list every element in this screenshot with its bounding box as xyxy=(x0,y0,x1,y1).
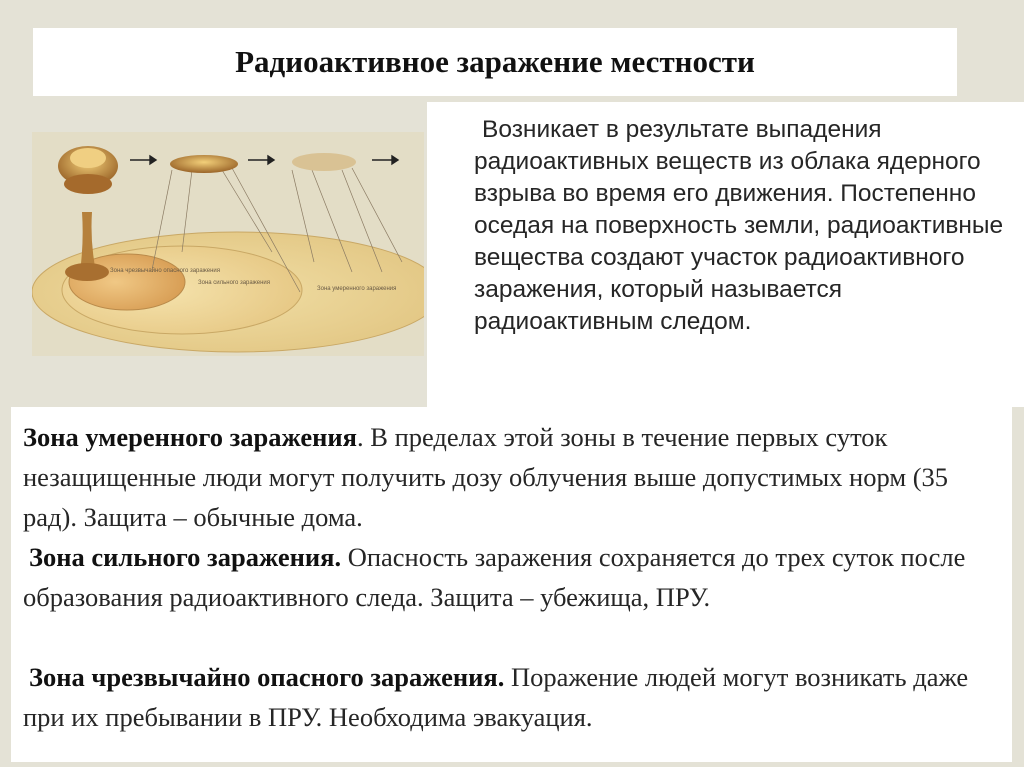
zone-moderate-sep: . xyxy=(357,422,364,452)
zone-extreme-name: Зона чрезвычайно опасного заражения. xyxy=(29,662,505,692)
zone-strong-name: Зона сильного заражения. xyxy=(29,542,342,572)
zone-extreme-text: Поражение людей могут возникать даже при их пребывании в ПРУ. Необходима эвакуация. xyxy=(23,662,969,732)
zone-strong-paragraph xyxy=(23,537,1003,617)
fallout-illustration xyxy=(32,132,424,356)
title-box xyxy=(33,28,957,96)
intro-box xyxy=(427,102,1024,407)
intro-paragraph: Возникает в результате выпадения радиоактивных веществ из облака ядерного взрыва во время его движения. Постепенно оседая на поверхность земли, радиоактивные вещества создают участок радиоактивного заражения, который называется радиоактивным следом. xyxy=(474,116,1004,335)
zone-extreme-paragraph xyxy=(23,657,1013,737)
diagram-label-extreme: Зона чрезвычайно опасного заражения xyxy=(110,268,220,274)
zone-moderate-paragraph xyxy=(23,417,1003,537)
fallout-diagram xyxy=(32,132,424,356)
diagram-label-strong: Зона сильного заражения xyxy=(198,280,270,286)
zones-box xyxy=(11,407,1012,762)
zone-strong-text: Опасность заражения сохраняется до трех суток после образования радиоактивного следа. Защита – убежища, ПРУ. xyxy=(23,542,966,612)
zone-moderate-name: Зона умеренного заражения xyxy=(23,422,358,452)
diagram-label-moderate: Зона умеренного заражения xyxy=(317,286,397,292)
drifting-cloud-2 xyxy=(292,153,356,171)
zone-moderate-text: В пределах этой зоны в течение первых суток незащищенные люди могут получить дозу облучения выше допустимых норм (35 рад). Защита – обычные дома. xyxy=(23,422,949,532)
slide-title: Радиоактивное заражение местности xyxy=(235,44,755,79)
drifting-cloud-1 xyxy=(170,155,238,173)
